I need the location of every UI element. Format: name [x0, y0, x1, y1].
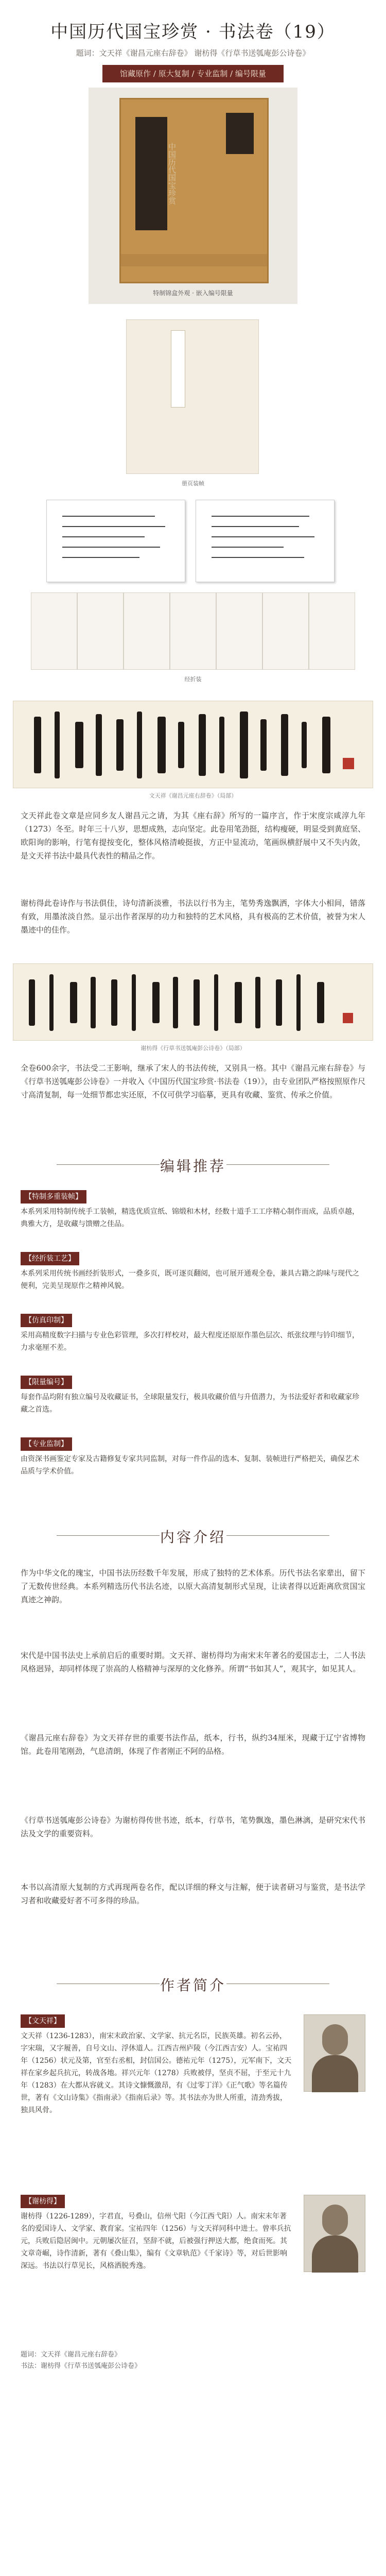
brush-stroke [91, 977, 96, 1028]
intro-paragraph-3: 全卷600余字，书法受二王影响，继承了宋人的书法传统，又别具一格。其中《谢昌元座右辞卷》与《行草书送瓠庵彭公诗卷》一并收入《中国历代国宝珍赏·书法卷（19）》，由专业团队严格按照原作尺寸高清复制，每一处细节都忠实还原，不仅可供学习临摹，更具有收藏、鉴赏、传承之价值。 [21, 1063, 365, 1099]
recommend-tag: 【专业监制】 [21, 1437, 72, 1451]
brush-stroke [219, 717, 224, 773]
brush-stroke [240, 711, 248, 778]
fold-panel [216, 592, 262, 670]
strip-caption-1: 文天祥《谢昌元座右辞卷》（局部） [149, 792, 237, 799]
fold-panel [77, 592, 124, 670]
brush-stroke [302, 722, 307, 768]
recommend-item [21, 1437, 365, 1478]
brush-stroke [137, 711, 142, 778]
footer [21, 2349, 365, 2372]
red-seal [343, 1013, 353, 1023]
portrait-robe [312, 2235, 358, 2273]
text-line [62, 526, 165, 527]
text-line [212, 547, 284, 548]
brush-stroke [34, 717, 41, 773]
text-line [212, 516, 309, 517]
page-title: 中国历代国宝珍赏 · 书法卷（19） [50, 22, 336, 42]
section-title: 编辑推荐 [160, 1158, 226, 1175]
brush-stroke [281, 714, 288, 776]
recommend-tag: 【限量编号】 [21, 1376, 72, 1389]
calligraphy-strip-1 [13, 701, 373, 788]
box-case [119, 98, 269, 283]
author-text: 谢枋得（1226-1289），字君直，号叠山，信州弋阳（今江西弋阳）人。南宋末年著名的爱国诗人、文学家、教育家。宝祐四年（1256）与文天祥同科中进士。曾率兵抗元，兵败后隐居闽中。元朝屡次征召，坚辞不就，后被强行押送大都，绝食而死。其文章奇崛，诗作清新，著有《叠山集》，编有《文章轨范》《千家诗》等，对后世影响深远。书法以行草见长，风格洒脱秀逸。 [21, 2212, 291, 2270]
recommend-item [21, 1190, 365, 1230]
section-header-content [0, 1520, 386, 1551]
strip-caption-2: 谢枋得《行草书送瓠庵彭公诗卷》（局部） [141, 1045, 245, 1052]
calligraphy-strip-2 [13, 963, 373, 1041]
text-line [62, 557, 139, 558]
recommend-item [21, 1252, 365, 1292]
recommend-item [21, 1314, 365, 1354]
text-line [212, 536, 314, 537]
content-paragraph-5: 本书以高清原大复制的方式再现两卷名作，配以详细的释文与注解，便于读者研习与鉴赏，是书法学习者和收藏爱好者不可多得的珍品。 [21, 1883, 365, 1905]
content-paragraph-3: 《谢昌元座右辞卷》为文天祥存世的重要书法作品，纸本，行书，纵约34厘米，现藏于辽宁省博物馆。此卷用笔刚劲，气息清朗，体现了作者刚正不阿的品格。 [21, 1733, 365, 1756]
text-line [212, 526, 299, 527]
accordion-fold [31, 592, 355, 670]
portrait-robe [312, 2055, 358, 2092]
intro-paragraph-2: 谢枋得此卷诗作与书法俱佳，诗句清新淡雅，书法以行书为主，笔势秀逸飘洒，字体大小相间，错落有致，用墨浓淡自然。显示出作者深厚的功力和独特的艺术风格，具有极高的艺术价值，被誉为宋人墨迹中的佳作。 [21, 899, 365, 935]
brush-stroke [132, 974, 136, 1031]
recommend-tag: 【仿真印制】 [21, 1314, 72, 1327]
footer-line: 书法：谢枋得《行草书送瓠庵彭公诗卷》 [21, 2362, 142, 2370]
recommend-text: 采用高精度数字扫描与专业色彩管理，多次打样校对，最大程度还原原作墨色层次、纸张纹理与钤印细节，力求毫厘不差。 [21, 1331, 359, 1352]
feature-tagline: 馆藏原作 / 原大复制 / 专业监制 / 编号限量 [102, 65, 284, 82]
open-page-right [196, 500, 335, 582]
red-seal [343, 758, 354, 769]
brush-stroke [29, 979, 35, 1026]
content-paragraph-2: 宋代是中国书法史上承前启后的重要时期。文天祥、谢枋得均为南宋末年著名的爱国志士，二人书法风格迥异，却同样体现了崇高的人格精神与深厚的文化修养。所谓“书如其人”，观其字，如见其人。 [21, 1651, 365, 1673]
portrait-face [322, 2205, 348, 2235]
fold-panel [124, 592, 170, 670]
book-cover [126, 319, 259, 474]
footer-line: 题词：文天祥《谢昌元座右辞卷》 [21, 2351, 121, 2359]
recommend-text: 由资深书画鉴定专家及古籍修复专家共同监制，对每一件作品的选本、复制、装帧进行严格把关，确保艺术品质与学术价值。 [21, 1455, 359, 1476]
section-title: 内容介绍 [160, 1529, 226, 1546]
box-label-text: 中国历代国宝珍赏 [167, 143, 177, 205]
open-book-photo [0, 495, 386, 690]
fold-panel [170, 592, 216, 670]
content-paragraph-1: 作为中华文化的瑰宝，中国书法历经数千年发展，形成了独特的艺术体系。历代书法名家辈出，留下了无数传世经典。本系列精选历代书法名迹，以原大高清复制形式呈现，让读者得以近距离欣赏国宝真迹之神韵。 [21, 1568, 365, 1604]
fold-panel [309, 592, 355, 670]
author-tag: 【文天祥】 [21, 2014, 65, 2028]
brush-stroke [116, 719, 124, 771]
recommend-text: 每套作品均附有独立编号及收藏证书，全球限量发行，极具收藏价值与升值潜力，为书法爱好者和收藏家珍藏之首选。 [21, 1393, 359, 1414]
brush-stroke [255, 977, 260, 1028]
section-header-recommend [0, 1149, 386, 1180]
brush-stroke [111, 979, 117, 1026]
recommend-text: 本系列采用传统书画经折装形式，一叠多页，既可逐页翻阅，也可展开通观全卷，兼具古籍之韵味与现代之便利，完美呈现原作之精神风貌。 [21, 1269, 359, 1290]
author-text: 文天祥（1236-1283），南宋末政治家、文学家、抗元名臣，民族英雄。初名云孙，字宋瑞，又字履善，自号文山、浮休道人。江西吉州庐陵（今江西吉安）人。宝祐四年（1256）状元及第，官至右丞相，封信国公。德祐元年（1275），元军南下，文天祥在家乡起兵抗元，转战各地。祥兴元年（1278）兵败被俘，坚贞不屈，于至元十九年（1283）在大都从容就义。其诗文慷慨激昂，有《过零丁洋》《正气歌》等名篇传世，著有《文山诗集》《指南录》《指南后录》等。其书法亦为世人所重，清劲秀拔，独具风骨。 [21, 2032, 292, 2114]
text-line [62, 516, 155, 517]
recommend-item [21, 1376, 365, 1416]
brush-stroke [194, 979, 200, 1026]
author-portrait [304, 2195, 365, 2272]
section-header-author [0, 1968, 386, 1999]
header [0, 0, 386, 88]
box-band [121, 254, 267, 266]
book-caption: 册页装帧 [182, 480, 204, 487]
recommend-tag: 【经折装工艺】 [21, 1252, 79, 1265]
text-line [212, 557, 304, 558]
brush-stroke [178, 722, 184, 768]
brush-stroke [75, 722, 83, 768]
brush-stroke [296, 974, 301, 1031]
portrait-face [322, 2024, 348, 2055]
box-seal [226, 113, 254, 154]
brush-stroke [235, 982, 242, 1023]
product-box-photo [89, 88, 297, 304]
brush-stroke [173, 977, 178, 1028]
author-tag: 【谢枋得】 [21, 2195, 65, 2208]
brush-stroke [152, 982, 160, 1023]
brush-stroke [70, 982, 77, 1023]
text-line [62, 547, 160, 548]
brush-stroke [49, 974, 54, 1031]
fold-panel [262, 592, 309, 670]
brush-stroke [260, 719, 267, 771]
brush-stroke [322, 717, 330, 773]
brush-stroke [55, 711, 60, 778]
brush-stroke [96, 714, 102, 776]
box-label [135, 117, 177, 230]
text-line [62, 536, 145, 537]
brush-stroke [214, 974, 218, 1031]
recommend-tag: 【特制多重装帧】 [21, 1190, 86, 1204]
divider [226, 1164, 329, 1165]
brush-stroke [317, 982, 324, 1023]
brush-stroke [276, 979, 282, 1026]
open-page-left [46, 500, 185, 582]
brush-stroke [157, 717, 166, 773]
open-caption: 经折装 [184, 676, 202, 683]
content-paragraph-4: 《行草书送瓠庵彭公诗卷》为谢枋得传世书迹，纸本，行草书，笔势飘逸，墨色淋漓，是研究宋代书法及文学的重要资料。 [21, 1816, 365, 1838]
intro-paragraph-1: 文天祥此卷文章是应同乡友人谢昌元之请，为其《座右辞》所写的一篇序言，作于宋度宗咸淳九年（1273）冬至。时年三十八岁，思想成熟，志向坚定。此卷用笔劲挺，结构瘦硬，明显受到黄庭坚、欧阳询的影响，行笔有提按变化，整体风格清峻挺拔，方正中显流动，笔画纵横舒展中又不失内敛，是文天祥书法中最具代表性的精品之作。 [21, 811, 365, 860]
author-item [21, 2014, 293, 2116]
book-photo [0, 309, 386, 495]
recommend-text: 本系列采用特制传统手工装帧，精选优质宣纸、锦缎和木材，经数十道手工工序精心制作而成，品质卓越，典雅大方，是收藏与馈赠之佳品。 [21, 1208, 359, 1228]
book-title-strip [171, 330, 185, 408]
divider [226, 1535, 329, 1536]
author-portrait [304, 2014, 365, 2092]
page-subtitle: 题词：文天祥《谢昌元座右辞卷》 谢枋得《行草书送瓠庵彭公诗卷》 [76, 48, 310, 58]
author-item [21, 2195, 293, 2272]
box-caption: 特制锦盒外观 · 嵌入编号限量 [153, 290, 233, 297]
section-title: 作者简介 [160, 1977, 226, 1994]
brush-stroke [199, 714, 206, 776]
fold-panel [31, 592, 77, 670]
